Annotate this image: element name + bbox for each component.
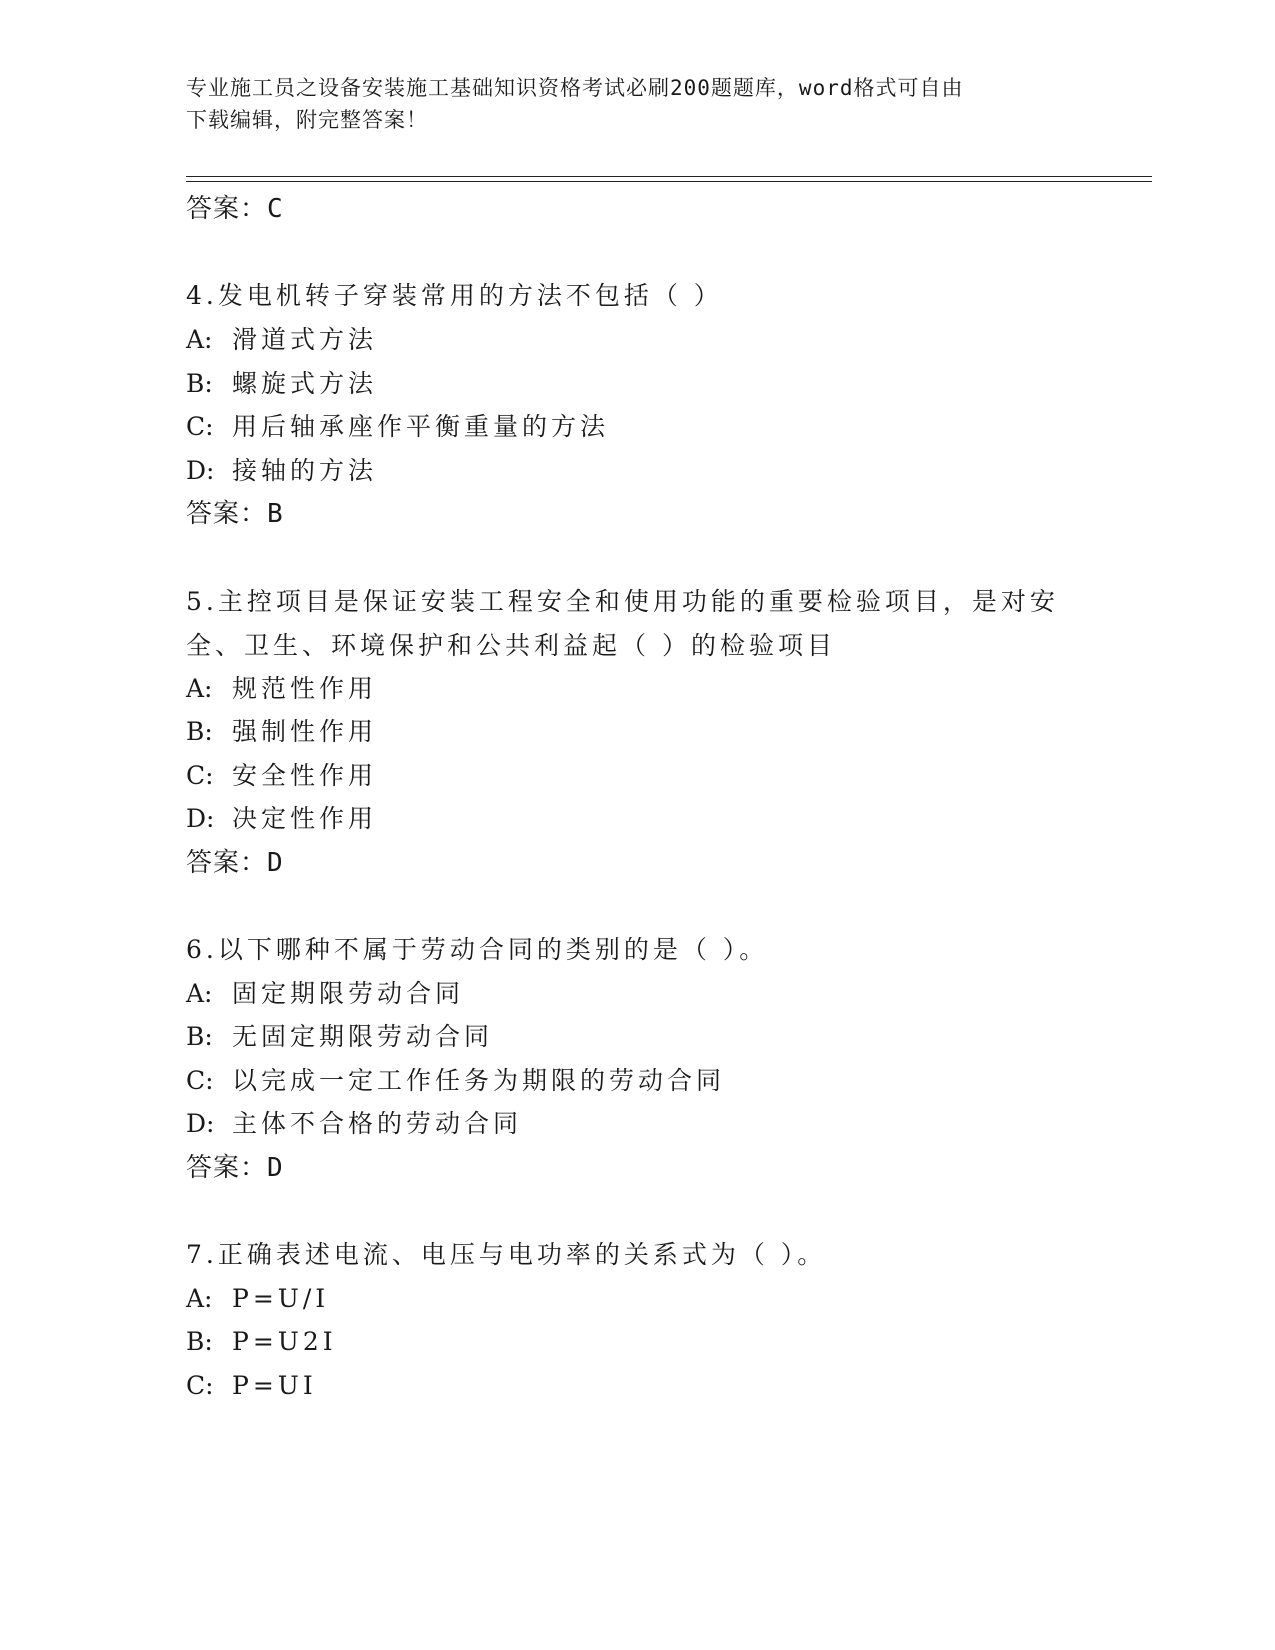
option-text: P=UI xyxy=(232,1371,317,1400)
option-key: C: xyxy=(186,1371,214,1400)
option-text: 规范性作用 xyxy=(232,674,378,703)
option-text: 滑道式方法 xyxy=(232,325,378,354)
option-text: 螺旋式方法 xyxy=(232,369,378,398)
question-6: 6.以下哪种不属于劳动合同的类别的是（ ）。 xyxy=(186,935,769,964)
q5-option-b xyxy=(186,716,377,748)
option-text: 安全性作用 xyxy=(232,761,378,790)
answer-q6 xyxy=(186,1152,284,1184)
answer-q5 xyxy=(186,847,284,879)
option-text: P=U2I xyxy=(232,1327,337,1356)
option-key: A: xyxy=(186,979,213,1008)
option-key: C: xyxy=(186,761,214,790)
option-key: A: xyxy=(186,325,213,354)
header-divider xyxy=(186,176,1152,177)
q4-option-a xyxy=(186,324,377,356)
option-key: A: xyxy=(186,674,213,703)
q5-option-d xyxy=(186,803,377,835)
option-key: C: xyxy=(186,412,214,441)
answer-label: 答案： xyxy=(186,194,268,224)
option-key: B: xyxy=(186,1022,213,1051)
question-4: 4.发电机转子穿装常用的方法不包括（ ） xyxy=(186,281,723,310)
document-header xyxy=(186,72,1066,136)
q5-option-c xyxy=(186,760,377,792)
q7-option-c xyxy=(186,1370,317,1402)
q4-option-d xyxy=(186,455,377,487)
answer-value: C xyxy=(267,194,284,224)
option-key: A: xyxy=(186,1284,213,1313)
q4-option-b xyxy=(186,368,377,400)
question-7: 7.正确表述电流、电压与电功率的关系式为（ ）。 xyxy=(186,1240,827,1269)
q4-option-c xyxy=(186,411,609,443)
option-key: B: xyxy=(186,369,213,398)
question-5-line-2: 全、卫生、环境保护和公共利益起（ ）的检验项目 xyxy=(186,631,836,660)
option-text: 主体不合格的劳动合同 xyxy=(232,1109,523,1138)
option-text: 以完成一定工作任务为期限的劳动合同 xyxy=(232,1066,726,1095)
option-text: 无固定期限劳动合同 xyxy=(232,1022,494,1051)
q6-option-a xyxy=(186,978,464,1010)
answer-value: D xyxy=(267,848,284,878)
answer-value: D xyxy=(267,1153,284,1183)
option-text: 接轴的方法 xyxy=(232,456,378,485)
answer-label: 答案： xyxy=(186,499,268,529)
option-key: B: xyxy=(186,717,213,746)
q7-option-a xyxy=(186,1283,329,1315)
option-key: D: xyxy=(186,1109,215,1138)
option-text: 决定性作用 xyxy=(232,804,378,833)
option-text: 强制性作用 xyxy=(232,717,378,746)
q6-option-b xyxy=(186,1021,493,1053)
option-key: D: xyxy=(186,456,215,485)
option-key: D: xyxy=(186,804,215,833)
header-title-line-2: 下载编辑，附完整答案！ xyxy=(186,108,428,132)
option-text: 固定期限劳动合同 xyxy=(232,979,465,1008)
header-title-line-1: 专业施工员之设备安装施工基础知识资格考试必刷200题题库，word格式可自由 xyxy=(186,76,964,100)
option-key: C: xyxy=(186,1066,214,1095)
q6-option-d xyxy=(186,1108,522,1140)
q7-option-b xyxy=(186,1326,337,1358)
answer-label: 答案： xyxy=(186,1153,268,1183)
option-text: 用后轴承座作平衡重量的方法 xyxy=(232,412,610,441)
option-key: B: xyxy=(186,1327,213,1356)
option-text: P=U/I xyxy=(232,1284,330,1313)
answer-q4 xyxy=(186,498,284,530)
question-5-line-1: 5.主控项目是保证安装工程安全和使用功能的重要检验项目，是对安 xyxy=(186,587,1059,616)
answer-label: 答案： xyxy=(186,848,268,878)
answer-q3 xyxy=(186,193,284,225)
q6-option-c xyxy=(186,1065,725,1097)
q5-option-a xyxy=(186,673,377,705)
answer-value: B xyxy=(267,499,284,529)
header-divider-secondary xyxy=(186,181,1152,182)
